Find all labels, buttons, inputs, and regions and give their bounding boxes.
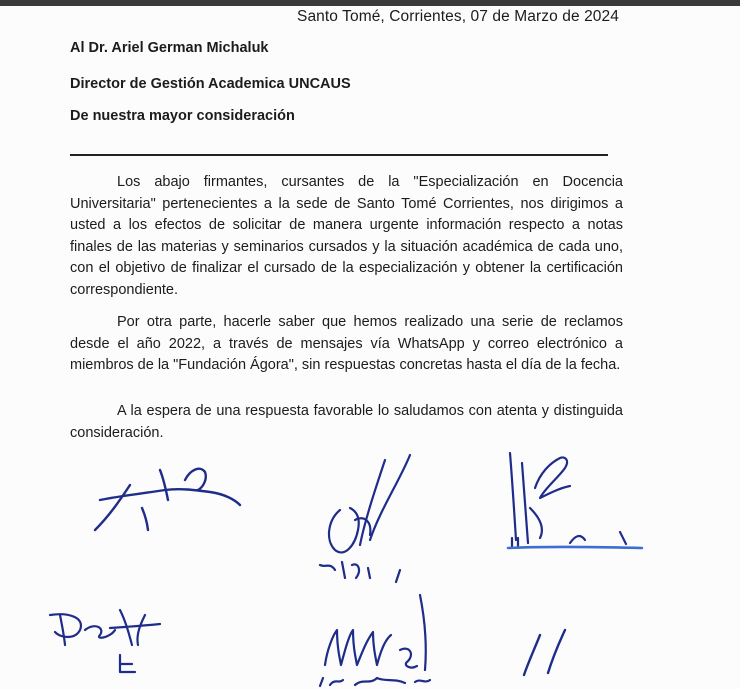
salutation: De nuestra mayor consideración (70, 108, 295, 124)
body-paragraph-2: Por otra parte, hacerle saber que hemos realizado una serie de reclamos desde el año 2022, a través de mensajes vía WhatsApp y correo electrónico a miembros de la "Fundación Ágora", sin respuestas concretas hasta el día de la fecha. (70, 314, 623, 374)
recipient-title: Director de Gestión Academica UNCAUS (70, 76, 351, 92)
divider-line (70, 154, 608, 156)
body-paragraph-1: Los abajo firmantes, cursantes de la "Especialización en Docencia Universitaria" pertenecientes a la sede de Santo Tomé Corrientes, nos dirigimos a usted a los efectos de solicitar de manera urgente información respecto a notas finales de las materias y seminarios cursados y la situación académica de cada uno, con el objetivo de finalizar el cursado de la especialización y obtener la certificación correspondiente. (70, 174, 623, 298)
signature-1 (90, 460, 250, 540)
signature-6 (510, 625, 590, 685)
signature-4 (40, 600, 170, 680)
signature-3 (500, 448, 650, 558)
date-line: Santo Tomé, Corrientes, 07 de Marzo de 2024 (297, 8, 619, 25)
signature-2 (310, 450, 420, 590)
recipient-name: Al Dr. Ariel German Michaluk (70, 40, 269, 56)
body-paragraph-3: A la espera de una respuesta favorable lo saludamos con atenta y distinguida consideración. (70, 403, 623, 441)
signature-5 (315, 590, 475, 689)
